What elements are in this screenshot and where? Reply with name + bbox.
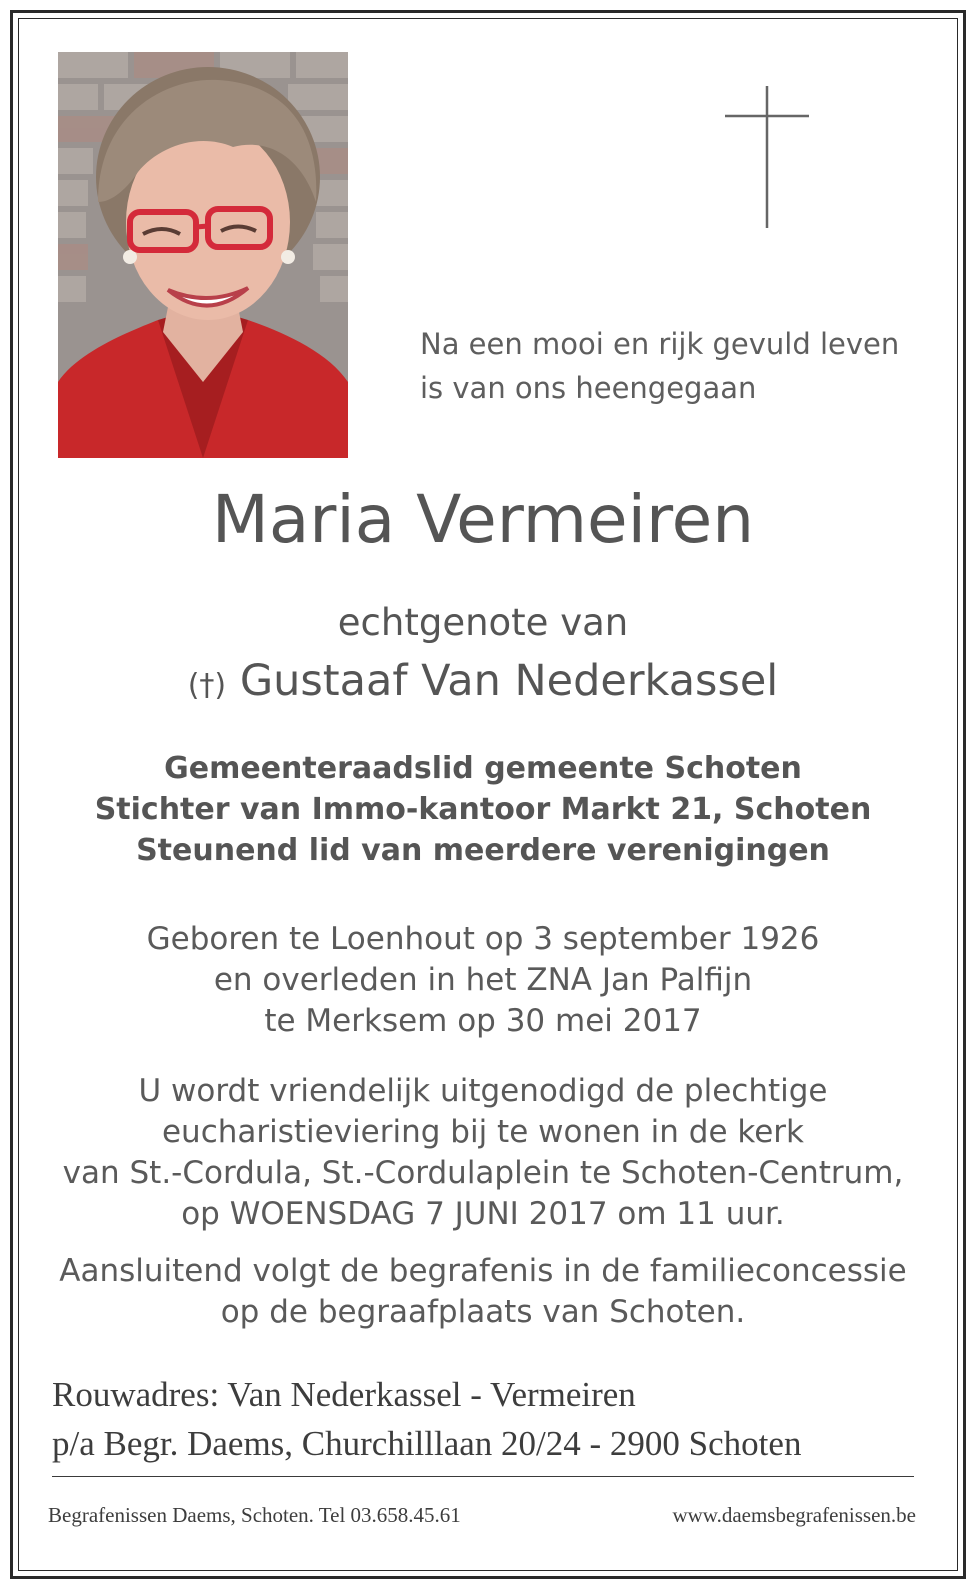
burial-block (0, 1251, 966, 1333)
invitation-line: U wordt vriendelijk uitgenodigd de plechtige (138, 1073, 828, 1109)
deceased-name: Maria Vermeiren (211, 481, 755, 558)
birth-death-block (0, 919, 966, 1042)
burial-line: op de begraafplaats van Schoten. (220, 1294, 746, 1330)
portrait-photo (58, 52, 348, 458)
intro-line: is van ons heengegaan (420, 371, 757, 405)
spouse-label: echtgenote van (337, 601, 629, 644)
funeral-home-contact: Begrafenissen Daems, Schoten. Tel 03.658.45.61 (48, 1503, 461, 1527)
divider (52, 1476, 914, 1477)
invitation-line: van St.-Cordula, St.-Cordulaplein te Schoten-Centrum, (62, 1155, 904, 1191)
intro-line: Na een mooi en rijk gevuld leven (420, 327, 900, 361)
address-line: Rouwadres: Van Nederkassel - Vermeiren (52, 1375, 636, 1414)
spouse-name: Gustaaf Van Nederkassel (239, 656, 779, 706)
birth-death-line: Geboren te Loenhout op 3 september 1926 (146, 921, 820, 957)
burial-line: Aansluitend volgt de begrafenis in de familieconcessie (59, 1253, 907, 1289)
invitation-line: op WOENSDAG 7 JUNI 2017 om 11 uur. (181, 1196, 785, 1232)
roles-block (0, 748, 966, 871)
birth-death-line: en overleden in het ZNA Jan Palfijn (213, 962, 753, 998)
role-line: Gemeenteraadslid gemeente Schoten (164, 751, 802, 786)
dagger-mark: (†) (187, 668, 227, 703)
role-line: Steunend lid van meerdere verenigingen (136, 833, 830, 868)
birth-death-line: te Merksem op 30 mei 2017 (264, 1003, 702, 1039)
mourning-address (52, 1370, 932, 1468)
intro-text (420, 322, 940, 410)
funeral-home-website: www.daemsbegrafenissen.be (672, 1503, 916, 1527)
invitation-block (0, 1071, 966, 1235)
spouse-line (0, 652, 966, 715)
address-line: p/a Begr. Daems, Churchilllaan 20/24 - 2900 Schoten (52, 1424, 802, 1463)
cross-icon (725, 86, 809, 228)
role-line: Stichter van Immo-kantoor Markt 21, Schoten (94, 792, 872, 827)
invitation-line: eucharistieviering bij te wonen in de kerk (161, 1114, 805, 1150)
